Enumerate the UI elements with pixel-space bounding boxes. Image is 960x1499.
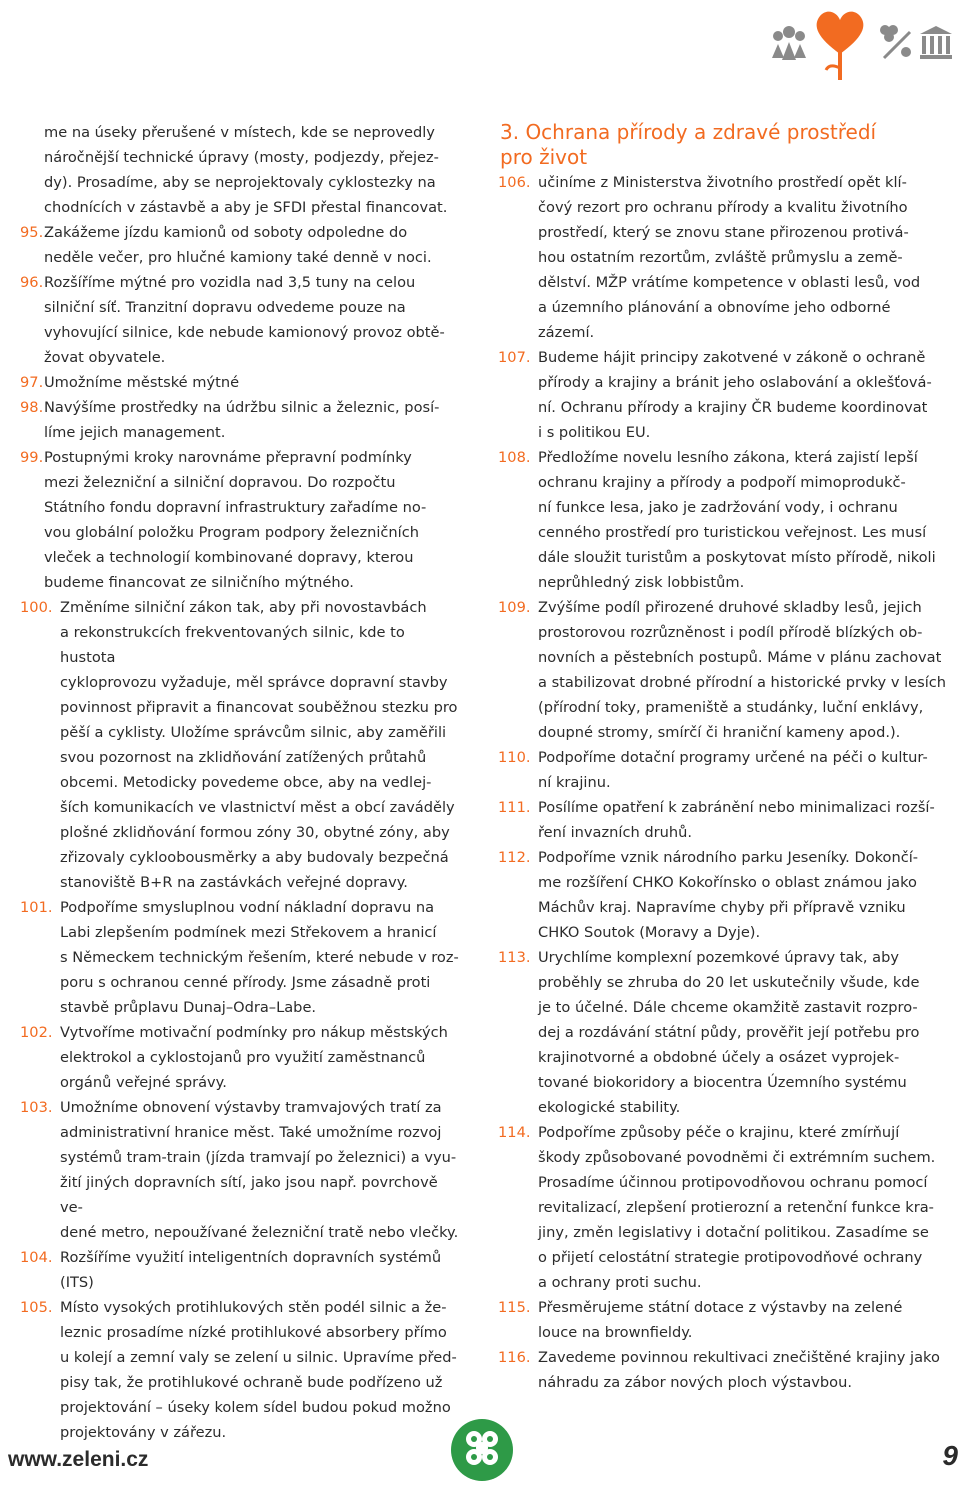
item-number: 100.	[20, 599, 53, 616]
text-line: krajinotvorné a obdobné účely a osázet vyprojek-	[538, 1049, 900, 1066]
text-line: chodnících v zástavbě a aby je SFDI přestal financovat.	[44, 199, 448, 216]
item-number: 98.	[20, 399, 44, 416]
text-line: a stabilizovat drobné přírodní a historické prvky v lesích	[538, 674, 947, 691]
footer-url[interactable]: www.zeleni.cz	[8, 1448, 149, 1471]
item-number: 96.	[20, 274, 44, 291]
text-line: zázemí.	[538, 324, 595, 341]
text-line: neděle večer, pro hlučné kamiony také denně v noci.	[44, 249, 432, 266]
list-item	[20, 395, 460, 445]
text-line: Zavedeme povinnou rekultivaci znečištěné krajiny jako	[538, 1349, 940, 1366]
heart-flower-icon	[810, 4, 870, 82]
text-line: silniční síť. Tranzitní dopravu odvedeme pouze na	[44, 299, 406, 316]
text-line: Podpoříme způsoby péče o krajinu, které zmírňují	[538, 1124, 900, 1141]
list-item	[498, 1295, 960, 1345]
text-line: doupné stromy, smírčí či hraniční kameny apod.).	[538, 724, 901, 741]
text-line: Prosadíme účinnou protipovodňovou ochranu pomocí	[538, 1174, 928, 1191]
text-line: ekologické stability.	[538, 1099, 681, 1116]
right-column	[498, 120, 960, 1395]
text-line: hou ostatním rezortům, zvláště průmyslu a země-	[538, 249, 903, 266]
list-item	[20, 595, 460, 895]
text-line: svou pozornost na zklidňování zatížených průtahů	[60, 749, 427, 766]
list-item	[498, 1345, 960, 1395]
text-line: CHKO Soutok (Moravy a Dyje).	[538, 924, 761, 941]
text-line: tované biokoridory a biocentra Územního systému	[538, 1074, 907, 1091]
text-line: systémů tram-train (jízda tramvají po železnici) a vyu-	[60, 1149, 457, 1166]
text-line: Rozšíříme mýtné pro vozidla nad 3,5 tuny na celou	[44, 274, 416, 291]
left-items-list	[20, 220, 460, 1445]
text-line: Změníme silniční zákon tak, aby při novostavbách	[60, 599, 427, 616]
text-line: stavbě průplavu Dunaj–Odra–Labe.	[60, 999, 317, 1016]
text-line: Zakážeme jízdu kamionů od soboty odpoledne do	[44, 224, 408, 241]
text-line: Zvýšíme podíl přirozené druhové skladby lesů, jejich	[538, 599, 922, 616]
text-line: mezi železniční a silniční dopravou. Do rozpočtu	[44, 474, 396, 491]
text-line: orgánů veřejné správy.	[60, 1074, 227, 1091]
text-line: přírody a krajiny a bránit jeho oslabování a oklešťová-	[538, 374, 932, 391]
list-item	[20, 1295, 460, 1445]
list-item	[20, 895, 460, 1020]
item-number: 114.	[498, 1124, 531, 1141]
intro-paragraph	[20, 120, 460, 220]
text-line: škody způsobované povodněmi či extrémním suchem.	[538, 1149, 936, 1166]
clover-logo-icon	[450, 1418, 514, 1482]
text-line: Předložíme novelu lesního zákona, která zajistí lepší	[538, 449, 918, 466]
list-item	[20, 1020, 460, 1095]
text-line: Umožníme městské mýtné	[44, 374, 240, 391]
header-icons	[760, 0, 960, 90]
text-line: louce na brownfieldy.	[538, 1324, 693, 1341]
text-line: Urychlíme komplexní pozemkové úpravy tak, aby	[538, 949, 899, 966]
building-icon	[918, 24, 954, 60]
text-line: o přijetí celostátní strategie protipovodňové ochrany	[538, 1249, 923, 1266]
list-item	[498, 1120, 960, 1295]
text-line: neprůhledný zisk lobbistům.	[538, 574, 745, 591]
text-line: jiny, změn legislativy i dotační politikou. Zasadíme se	[538, 1224, 929, 1241]
text-line: prostorovou rozrůzněnost i podíl přírodě blízkých ob-	[538, 624, 923, 641]
text-line: plošné zklidňování formou zóny 30, obytné zóny, aby	[60, 824, 450, 841]
list-item	[20, 370, 460, 395]
text-line: ní. Ochranu přírody a krajiny ČR budeme koordinovat	[538, 399, 928, 416]
text-line: me rozšíření CHKO Kokořínsko o oblast známou jako	[538, 874, 917, 891]
text-line: cykloprovozu vyžaduje, měl správce dopravní stavby	[60, 674, 448, 691]
text-line: žovat obyvatele.	[44, 349, 166, 366]
text-line: cenného prostředí pro turistickou veřejnost. Les musí	[538, 524, 927, 541]
list-item	[498, 745, 960, 795]
list-item	[498, 445, 960, 595]
list-item	[20, 1095, 460, 1245]
item-number: 109.	[498, 599, 531, 616]
text-line: Přesměrujeme státní dotace z výstavby na zelené	[538, 1299, 903, 1316]
text-line: Podpoříme smysluplnou vodní nákladní dopravu na	[60, 899, 435, 916]
text-line: pro život	[500, 145, 588, 169]
text-line: 3. Ochrana přírody a zdravé prostředí	[500, 120, 877, 144]
text-line: projektovány v zářezu.	[60, 1424, 227, 1441]
right-items-list	[498, 170, 960, 1395]
item-number: 106.	[498, 174, 531, 191]
item-number: 116.	[498, 1349, 531, 1366]
text-line: povinnost připravit a financovat souběžnou stezku pro	[60, 699, 458, 716]
text-line: ochranu krajiny a přírody a podpoří mimoprodukč-	[538, 474, 906, 491]
text-line: dělství. MŽP vrátíme kompetence v oblasti lesů, vod	[538, 274, 921, 291]
list-item	[20, 1245, 460, 1295]
text-line: vou globální položku Program podpory železničních	[44, 524, 420, 541]
text-line: dále sloužit turistům a poskytovat místo přírodě, nikoli	[538, 549, 936, 566]
text-line: pěší a cyklisty. Uložíme správcům silnic, aby zaměřili	[60, 724, 447, 741]
text-line: Labi zlepšením podmínek mezi Střekovem a hranicí	[60, 924, 437, 941]
clover-percent-icon	[876, 22, 916, 62]
text-line: budeme financovat ze silničního mýtného.	[44, 574, 354, 591]
text-line: a rekonstrukcích frekventovaných silnic, kde to hustota	[60, 624, 405, 666]
text-line: dy). Prosadíme, aby se neprojektovaly cyklostezky na	[44, 174, 436, 191]
item-number: 111.	[498, 799, 531, 816]
text-line: leznic prosadíme nízké protihlukové absorbery přímo	[60, 1324, 447, 1341]
text-line: náhradu za zábor nových ploch výstavbou.	[538, 1374, 852, 1391]
text-line: pisy tak, že protihlukové ochraně bude podřízeno už	[60, 1374, 443, 1391]
text-line: administrativní hranice měst. Také umožníme rozvoj	[60, 1124, 442, 1141]
left-column	[20, 120, 460, 1445]
text-line: vleček a technologií kombinované dopravy, kterou	[44, 549, 414, 566]
text-line: Máchův kraj. Napravíme chyby při přípravě vzniku	[538, 899, 906, 916]
list-item	[498, 945, 960, 1120]
list-item	[20, 220, 460, 270]
list-item	[498, 845, 960, 945]
item-number: 104.	[20, 1249, 53, 1266]
text-line: poru s ochranou cenné přírody. Jsme zásadně proti	[60, 974, 431, 991]
text-line: a územního plánování a obnovíme jeho odborné	[538, 299, 891, 316]
text-line: Státního fondu dopravní infrastruktury zařadíme no-	[44, 499, 427, 516]
item-number: 108.	[498, 449, 531, 466]
text-line: stanoviště B+R na zastávkách veřejné dopravy.	[60, 874, 408, 891]
item-number: 95.	[20, 224, 44, 241]
text-line: vyhovující silnice, kde nebude kamionový provoz obtě-	[44, 324, 445, 341]
item-number: 110.	[498, 749, 531, 766]
page-number: 9	[942, 1440, 958, 1471]
text-line: ření invazních druhů.	[538, 824, 693, 841]
text-line: Rozšíříme využití inteligentních dopravních systémů	[60, 1249, 442, 1266]
item-number: 112.	[498, 849, 531, 866]
list-item	[20, 445, 460, 595]
list-item	[498, 595, 960, 745]
text-line: Vytvoříme motivační podmínky pro nákup městských	[60, 1024, 448, 1041]
text-line: revitalizací, zlepšení protierozní a retenční funkce kra-	[538, 1199, 934, 1216]
text-line: ní krajinu.	[538, 774, 611, 791]
text-line: obcemi. Metodicky povedeme obce, aby na vedlej-	[60, 774, 432, 791]
text-line: Postupnými kroky narovnáme přepravní podmínky	[44, 449, 412, 466]
text-line: elektrokol a cyklostojanů pro využití zaměstnanců	[60, 1049, 426, 1066]
text-line: dené metro, nepoužívané železniční tratě nebo vlečky.	[60, 1224, 459, 1241]
text-line: Podpoříme vznik národního parku Jeseníky. Dokončí-	[538, 849, 919, 866]
text-line: Umožníme obnovení výstavby tramvajových tratí za	[60, 1099, 442, 1116]
text-line: Místo vysokých protihlukových stěn podél silnic a že-	[60, 1299, 447, 1316]
text-line: Navýšíme prostředky na údržbu silnic a železnic, posí-	[44, 399, 440, 416]
list-item	[498, 795, 960, 845]
text-line: učiníme z Ministerstva životního prostředí opět klí-	[538, 174, 907, 191]
text-line: žití jiných dopravních sítí, jako jsou např. povrchově ve-	[60, 1174, 438, 1216]
text-line: prostředí, který se znovu stane přirozenou protivá-	[538, 224, 909, 241]
text-line: líme jejich management.	[44, 424, 226, 441]
text-line: čový rezort pro ochranu přírody a kvalitu životního	[538, 199, 908, 216]
text-line: Budeme hájit principy zakotvené v zákoně o ochraně	[538, 349, 926, 366]
item-number: 103.	[20, 1099, 53, 1116]
text-line: náročnější technické úpravy (mosty, podjezdy, přejez-	[44, 149, 439, 166]
text-line: Podpoříme dotační programy určené na péči o kultur-	[538, 749, 928, 766]
text-line: me na úseky přerušené v místech, kde se neprovedly	[44, 124, 435, 141]
text-line: proběhly se zhruba do 20 let uskutečnily všude, kde	[538, 974, 920, 991]
item-number: 101.	[20, 899, 53, 916]
item-number: 115.	[498, 1299, 531, 1316]
item-number: 102.	[20, 1024, 53, 1041]
text-line: Posílíme opatření k zabránění nebo minimalizaci rozší-	[538, 799, 935, 816]
text-line: dej a rozdávání státní půdy, prověřit její potřebu pro	[538, 1024, 920, 1041]
text-line: s Německem technickým řešením, které nebude v roz-	[60, 949, 459, 966]
list-item	[20, 270, 460, 370]
text-line: i s politikou EU.	[538, 424, 651, 441]
list-item	[498, 170, 960, 345]
text-line: (přírodní toky, prameniště a studánky, luční enklávy,	[538, 699, 924, 716]
text-line: (ITS)	[60, 1274, 94, 1291]
section-title	[500, 120, 960, 170]
text-line: projektování – úseky kolem sídel budou pokud možno	[60, 1399, 451, 1416]
text-line: a ochrany proti suchu.	[538, 1274, 702, 1291]
text-line: novních a pěstebních postupů. Máme v plánu zachovat	[538, 649, 942, 666]
item-number: 97.	[20, 374, 44, 391]
item-number: 107.	[498, 349, 531, 366]
text-line: u kolejí a zemní valy se zelení u silnic. Upravíme před-	[60, 1349, 457, 1366]
item-number: 99.	[20, 449, 44, 466]
list-item	[498, 345, 960, 445]
family-icon	[770, 22, 808, 62]
left-intro	[20, 120, 460, 220]
item-number: 105.	[20, 1299, 53, 1316]
text-line: zřizovaly cykloobousměrky a aby budovaly bezpečná	[60, 849, 449, 866]
item-number: 113.	[498, 949, 531, 966]
text-line: je to účelné. Dále chceme okamžitě zastavit rozpro-	[538, 999, 918, 1016]
text-line: ní funkce lesa, jako je zadržování vody, i ochranu	[538, 499, 898, 516]
text-line: ších komunikacích ve vlastnictví měst a obcí zaváděly	[60, 799, 455, 816]
